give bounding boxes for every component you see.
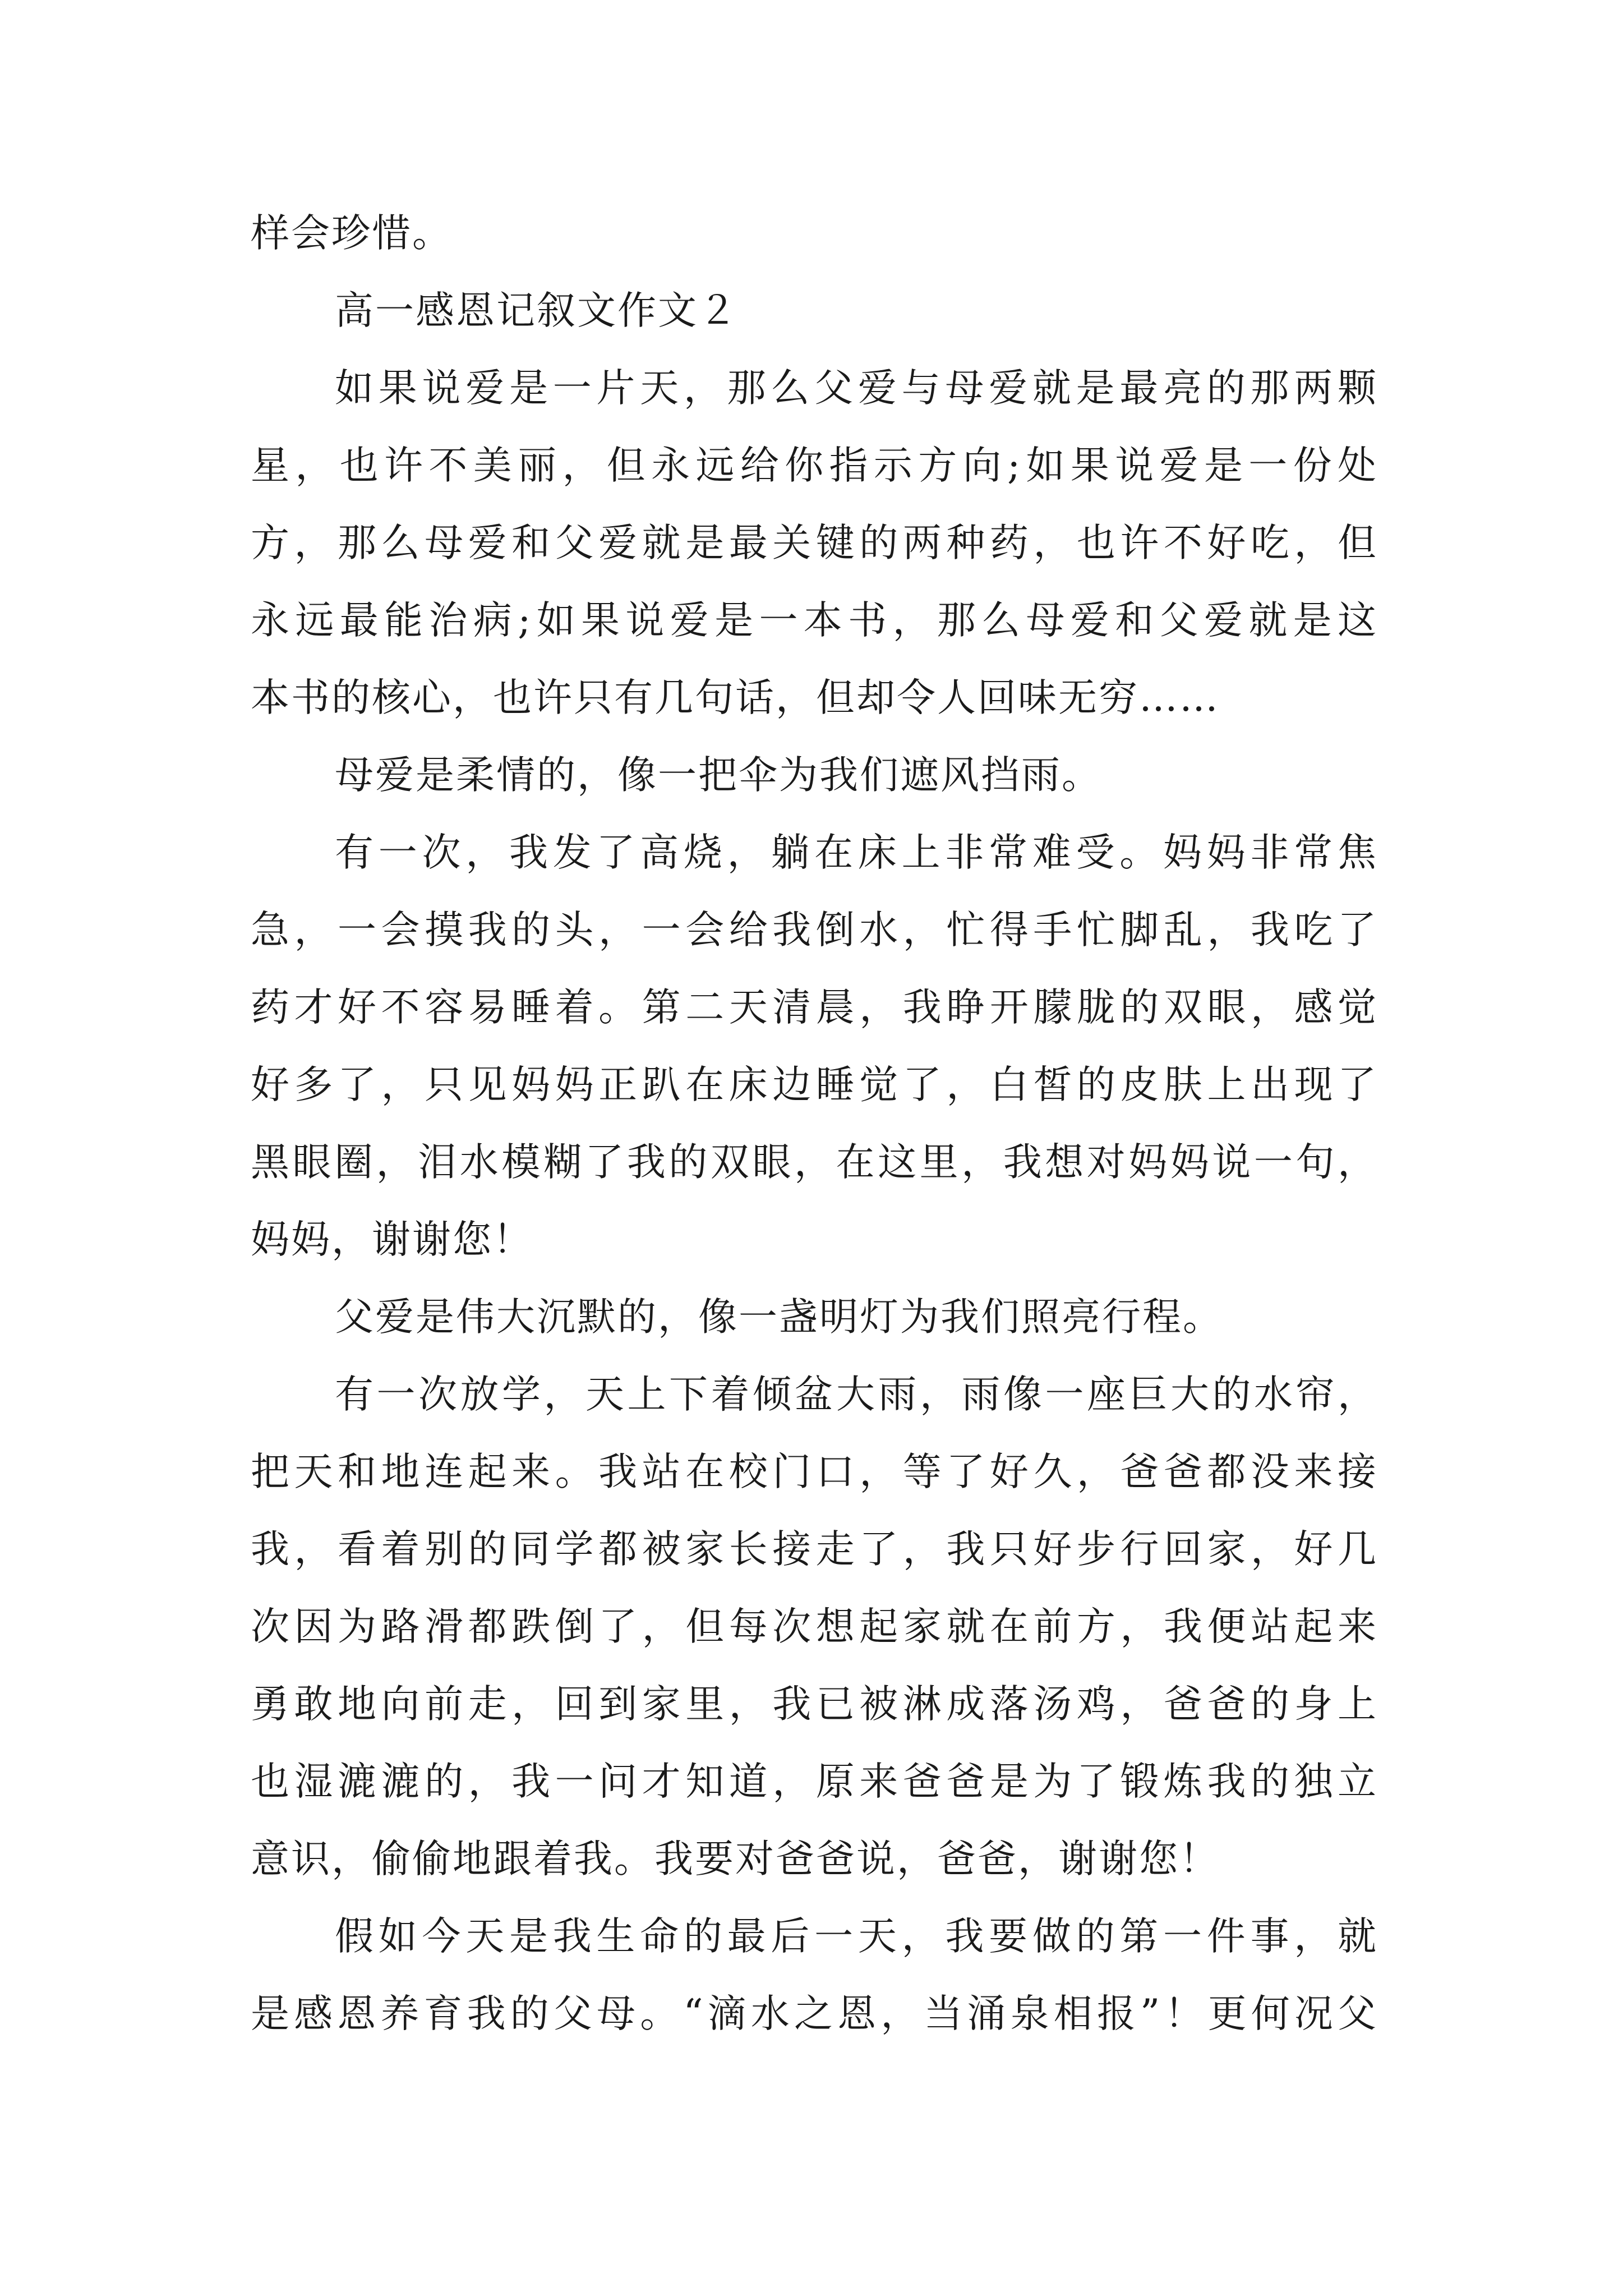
- text-line: 有一次，我发了高烧，躺在床上非常难受。妈妈非常焦: [335, 830, 1378, 875]
- text-line: 母爱是柔情的，像一把伞为我们遮风挡雨。: [335, 753, 1102, 798]
- text-line: 我，看着别的同学都被家长接走了，我只好步行回家，好几: [251, 1527, 1378, 1572]
- text-line: 也湿漉漉的，我一问才知道，原来爸爸是为了锻炼我的独立: [251, 1759, 1378, 1804]
- text-line: 药才好不容易睡着。第二天清晨，我睁开朦胧的双眼，感觉: [251, 985, 1378, 1030]
- text-line: 意识，偷偷地跟着我。我要对爸爸说，爸爸，谢谢您！: [251, 1837, 1220, 1881]
- text-line: 父爱是伟大沉默的，像一盏明灯为我们照亮行程。: [335, 1295, 1223, 1340]
- text-line: 本书的核心，也许只有几句话，但却令人回味无穷……: [251, 675, 1220, 720]
- text-line: 如果说爱是一片天，那么父爱与母爱就是最亮的那两颗: [335, 366, 1378, 411]
- text-line: 方，那么母爱和父爱就是最关键的两种药，也许不好吃，但: [251, 521, 1378, 565]
- text-line: 急，一会摸我的头，一会给我倒水，忙得手忙脚乱，我吃了: [251, 908, 1378, 953]
- text-line: 有一次放学，天上下着倾盆大雨，雨像一座巨大的水帘，: [335, 1372, 1378, 1417]
- essay-title: 高一感恩记叙文作文２: [335, 288, 739, 333]
- text-line: 把天和地连起来。我站在校门口，等了好久，爸爸都没来接: [251, 1450, 1378, 1494]
- text-line: 永远最能治病;如果说爱是一本书，那么母爱和父爱就是这: [251, 598, 1378, 643]
- text-line: 黑眼圈，泪水模糊了我的双眼，在这里，我想对妈妈说一句，: [251, 1140, 1378, 1185]
- text-line: 次因为路滑都跌倒了，但每次想起家就在前方，我便站起来: [251, 1604, 1378, 1649]
- text-line: 好多了，只见妈妈正趴在床边睡觉了，白皙的皮肤上出现了: [251, 1062, 1378, 1107]
- text-line: 假如今天是我生命的最后一天，我要做的第一件事，就: [335, 1914, 1378, 1959]
- text-line: 样会珍惜。: [251, 211, 453, 256]
- text-line: 星，也许不美丽，但永远给你指示方向;如果说爱是一份处: [251, 443, 1378, 488]
- text-line: 是感恩养育我的父母。“滴水之恩，当涌泉相报”！更何况父: [251, 1991, 1378, 2036]
- document-body: [251, 195, 1378, 2053]
- text-line: 勇敢地向前走，回到家里，我已被淋成落汤鸡，爸爸的身上: [251, 1682, 1378, 1727]
- text-line: 妈妈，谢谢您！: [251, 1217, 533, 1262]
